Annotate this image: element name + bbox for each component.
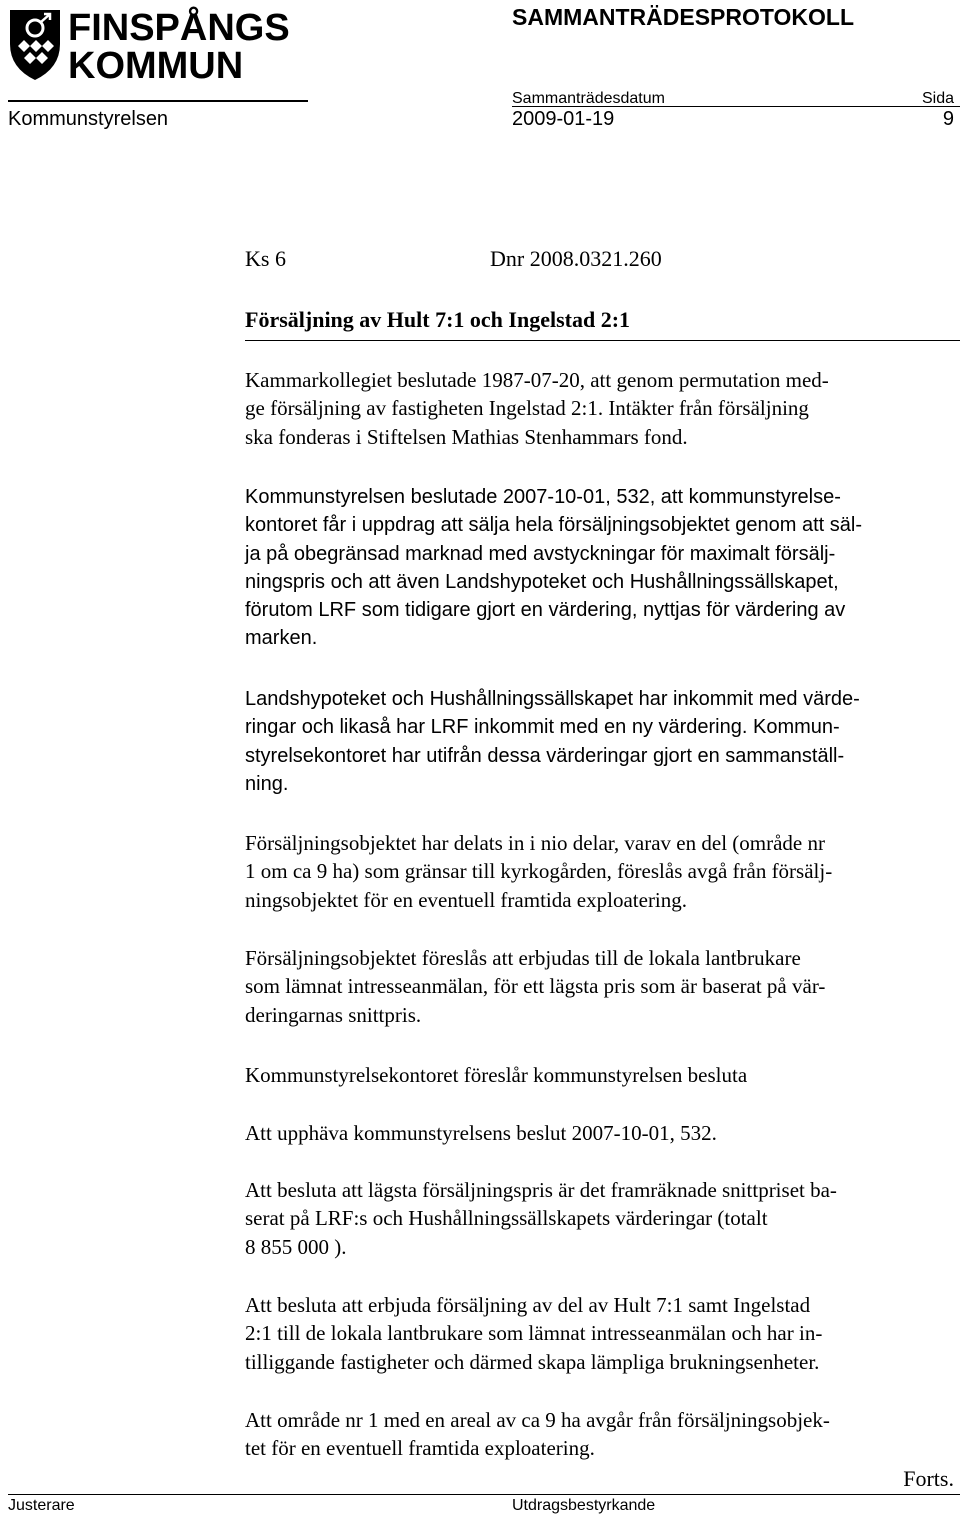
text-line: kontoret får i uppdrag att sälja hela försäljningsobjektet genom att säl- [245, 514, 863, 537]
text-line: ningspris och att även Landshypoteket och Hushållningssällskapet, [245, 570, 839, 593]
text-line: Att upphäva kommunstyrelsens beslut 2007-10-01, 532. [245, 1121, 717, 1145]
text-line: 2:1 till de lokala lantbrukare som lämnat intresseanmälan och har in- [245, 1321, 823, 1346]
case-subject: Försäljning av Hult 7:1 och Ingelstad 2:1 [245, 307, 631, 332]
continued-marker: Forts. [903, 1466, 954, 1491]
case-number: Ks 6 [245, 246, 286, 271]
text-line: ska fonderas i Stiftelsen Mathias Stenhammars fond. [245, 424, 688, 449]
proposal-item-1 [245, 1119, 960, 1147]
paragraph-1 [245, 366, 960, 451]
logo-text-line2: KOMMUN [68, 45, 244, 82]
text-line: ningsobjektet för en eventuell framtida exploatering. [245, 887, 688, 912]
text-line: Kommunstyrelsekontoret föreslår kommunstyrelsen besluta [245, 1063, 748, 1087]
text-line: tilliggande fastigheter och därmed skapa lämpliga brukningsenheter. [245, 1349, 820, 1374]
text-line: serat på LRF:s och Hushållningssällskapets värderingar (totalt [245, 1206, 768, 1231]
footer-rule [8, 1494, 960, 1495]
paragraph-2 [245, 483, 960, 653]
text-line: 8 855 000 ). [245, 1234, 347, 1259]
municipality-logo [8, 2, 308, 82]
text-line: Försäljningsobjektet föreslås att erbjudas till de lokala lantbrukare [245, 946, 801, 970]
text-line: ringar och likaså har LRF inkommit med en ny värdering. Kommun- [245, 716, 840, 739]
text-line: ja på obegränsad marknad med avstyckningar för maximalt försälj- [245, 542, 836, 565]
text-line: som lämnat intresseanmälan, för ett lägsta pris som är baserat på vär- [245, 974, 826, 999]
signers-label: Justerare [8, 1497, 75, 1514]
text-line: Kammarkollegiet beslutade 1987-07-20, att genom permutation med- [245, 368, 829, 392]
text-line: Försäljningsobjektet har delats in i nio delar, varav en del (område nr [245, 831, 825, 855]
text-line: deringarnas snittpris. [245, 1002, 422, 1027]
paragraph-5 [245, 944, 960, 1029]
paragraph-3 [245, 685, 960, 798]
text-line: 1 om ca 9 ha) som gränsar till kyrkogården, föreslås avgå från försälj- [245, 859, 833, 884]
proposal-item-4 [245, 1406, 960, 1463]
text-line: Kommunstyrelsen beslutade 2007-10-01, 532, att kommunstyrelse- [245, 486, 841, 508]
proposal-item-3 [245, 1291, 960, 1376]
meeting-date-label: Sammanträdesdatum [512, 90, 665, 107]
text-line: ge försäljning av fastigheten Ingelstad 2:1. Intäkter från försäljning [245, 396, 809, 421]
text-line: Att besluta att lägsta försäljningspris är det framräknade snittpriset ba- [245, 1178, 837, 1202]
logo-graphic [8, 2, 308, 82]
text-line: Landshypoteket och Hushållningssällskapet har inkommit med värde- [245, 688, 860, 710]
page-number: 9 [942, 108, 954, 130]
excerpt-certification-label: Utdragsbestyrkande [512, 1497, 656, 1514]
text-line: förutom LRF som tidigare gjort en värdering, nyttjas för värdering av [245, 599, 846, 622]
text-line: Att område nr 1 med en areal av ca 9 ha avgår från försäljningsobjek- [245, 1408, 830, 1432]
text-line: ning. [245, 772, 289, 795]
proposal-item-2 [245, 1176, 960, 1261]
header-rule-right [512, 106, 960, 107]
text-line: Att besluta att erbjuda försäljning av del av Hult 7:1 samt Ingelstad [245, 1293, 811, 1317]
meeting-date: 2009-01-19 [512, 108, 615, 130]
organization-name: Kommunstyrelsen [8, 108, 169, 130]
case-dnr: Dnr 2008.0321.260 [490, 246, 662, 271]
document-title: SAMMANTRÄDESPROTOKOLL [512, 4, 855, 30]
header-rule-left [8, 100, 308, 102]
text-line: tet för en eventuell framtida exploatering. [245, 1436, 595, 1461]
text-line: marken. [245, 627, 318, 650]
proposal-intro [245, 1061, 960, 1089]
paragraph-4 [245, 829, 960, 914]
text-line: styrelsekontoret har utifrån dessa värderingar gjort en sammanställ- [245, 744, 845, 767]
page-label: Sida [921, 90, 954, 107]
logo-text-line1: FINSPÅNGS [68, 7, 290, 49]
subject-rule [245, 340, 960, 341]
